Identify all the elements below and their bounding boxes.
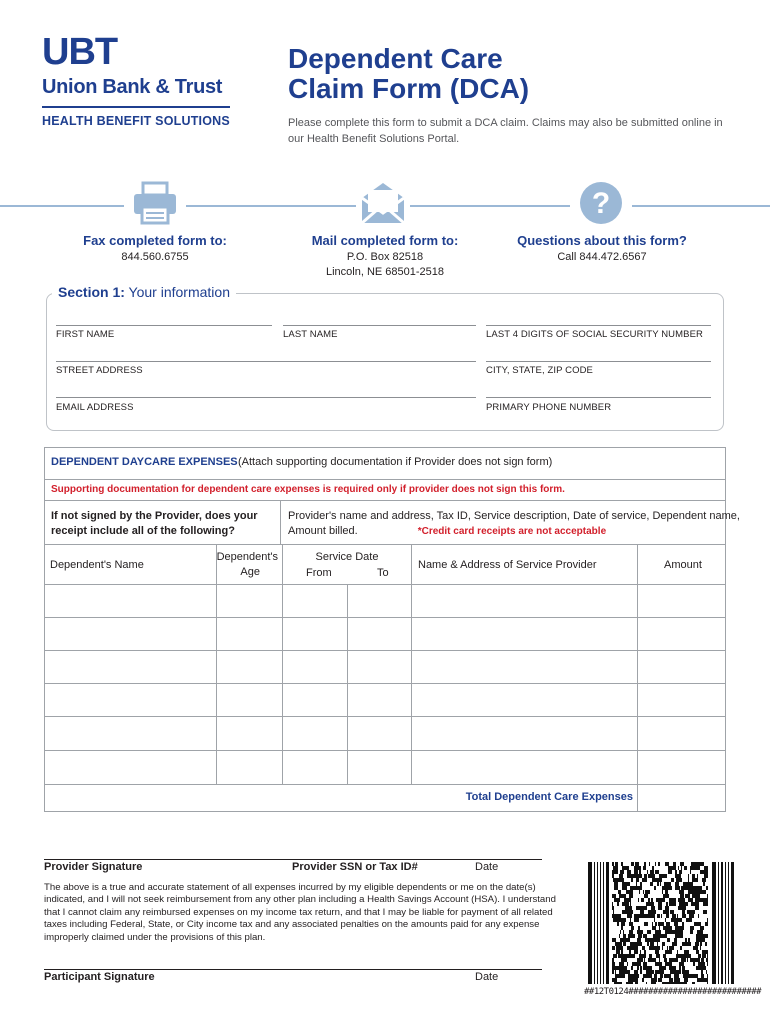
fax-heading: Fax completed form to:	[83, 233, 227, 248]
provider-ssn-label: Provider SSN or Tax ID#	[292, 861, 418, 873]
logo-divider	[42, 106, 230, 108]
table-row[interactable]	[44, 716, 726, 717]
mail-heading: Mail completed form to:	[311, 233, 459, 248]
table-divider	[44, 544, 726, 545]
questions-heading: Questions about this form?	[517, 233, 687, 248]
expenses-heading-note: (Attach supporting documentation if Provider does not sign form)	[238, 456, 553, 468]
col-service-date: Service Date	[315, 551, 379, 563]
mail-address-line2: Lincoln, NE 68501-2518	[325, 266, 445, 278]
printer-icon	[127, 178, 183, 228]
first-name-label: FIRST NAME	[56, 329, 115, 340]
total-expenses-label: Total Dependent Care Expenses	[465, 791, 633, 803]
last-name-label: LAST NAME	[283, 329, 338, 340]
attestation-text: The above is a true and accurate statement of all expenses incurred by my eligible dependents or me on the date(s) indicated, and I will not seek reimbursement from any other plan including a Health Savings Account (HSA). I understand that I cannot claim any reimbursed expenses on my income tax return, and that I may be liable for payment of all related taxes including Federal, State, or City income tax and any associated penalties on the amounts paid for any expense improperly claimed under the provisions of this plan.	[44, 882, 556, 943]
provider-signature-label: Provider Signature	[44, 861, 143, 873]
col-from: From	[306, 567, 332, 579]
mail-address-line1: P.O. Box 82518	[346, 251, 424, 263]
fax-number: 844.560.6755	[121, 251, 189, 263]
email-label: EMAIL ADDRESS	[56, 402, 134, 413]
ssn-label: LAST 4 DIGITS OF SOCIAL SECURITY NUMBER	[486, 329, 703, 340]
table-row[interactable]	[44, 750, 726, 751]
phone-label: PRIMARY PHONE NUMBER	[486, 402, 612, 413]
ssn-field[interactable]	[486, 325, 711, 326]
expenses-table	[44, 447, 726, 812]
form-title-line1: Dependent Care	[288, 43, 503, 74]
street-address-label: STREET ADDRESS	[56, 365, 143, 376]
section1-title-text: Your information	[124, 284, 230, 300]
col-dependent-age-line2: Age	[240, 566, 260, 578]
col-dependent-age-line1: Dependent's	[216, 551, 278, 563]
receipt-question	[51, 509, 258, 539]
section1-title-number: Section 1:	[58, 284, 125, 300]
barcode	[588, 862, 734, 984]
last-name-field[interactable]	[283, 325, 476, 326]
phone-field[interactable]	[486, 397, 711, 398]
table-divider	[280, 500, 281, 544]
intro-text: Please complete this form to submit a DCA claim. Claims may also be submitted online in our Health Benefit Solutions Portal.	[288, 117, 723, 145]
band-line	[632, 205, 770, 207]
receipt-requirements-line2: Amount billed.	[288, 525, 358, 537]
col-dependent-name: Dependent's Name	[50, 559, 144, 571]
col-to: To	[377, 567, 389, 579]
logo-tagline: HEALTH BENEFIT SOLUTIONS	[42, 114, 230, 128]
table-divider	[282, 544, 283, 784]
documentation-warning: Supporting documentation for dependent care expenses is required only if provider does not sign this form.	[51, 484, 565, 495]
col-provider: Name & Address of Service Provider	[418, 559, 597, 571]
table-row[interactable]	[44, 650, 726, 651]
participant-date-label: Date	[475, 971, 499, 983]
table-row[interactable]	[44, 784, 726, 785]
logo-ubt: UBT	[42, 31, 118, 73]
participant-signature-label: Participant Signature	[44, 971, 155, 983]
envelope-icon	[355, 178, 411, 228]
section1-title	[52, 284, 236, 300]
questions-phone: Call 844.472.6567	[557, 251, 647, 263]
form-title	[288, 44, 588, 104]
table-divider	[44, 584, 726, 585]
first-name-field[interactable]	[56, 325, 272, 326]
receipt-requirements	[288, 509, 740, 539]
street-address-field[interactable]	[56, 361, 476, 362]
question-icon	[573, 178, 629, 228]
logo-bank-name: Union Bank & Trust	[42, 76, 223, 98]
table-divider	[44, 500, 726, 501]
col-amount: Amount	[664, 559, 702, 571]
credit-card-note: *Credit card receipts are not acceptable	[417, 526, 607, 537]
email-field[interactable]	[56, 397, 476, 398]
receipt-requirements-line1: Provider's name and address, Tax ID, Service description, Date of service, Dependent name,	[288, 510, 740, 522]
barcode-text: ##12T0124###########################	[584, 987, 762, 997]
provider-date-label: Date	[475, 861, 499, 873]
table-row[interactable]	[44, 617, 726, 618]
table-row[interactable]	[44, 683, 726, 684]
col-dependent-age	[216, 550, 282, 580]
form-title-line2: Claim Form (DCA)	[288, 73, 530, 104]
expenses-heading: DEPENDENT DAYCARE EXPENSES	[51, 456, 238, 468]
city-state-zip-field[interactable]	[486, 361, 711, 362]
svg-text:?: ?	[591, 187, 611, 220]
table-divider	[44, 479, 726, 480]
city-state-zip-label: CITY, STATE, ZIP CODE	[486, 365, 593, 376]
receipt-question-line1: If not signed by the Provider, does your	[51, 510, 258, 522]
table-divider	[216, 544, 217, 784]
band-line	[0, 205, 124, 207]
table-divider	[411, 544, 412, 784]
provider-signature-line[interactable]	[44, 859, 542, 860]
section1-box	[46, 293, 724, 431]
receipt-question-line2: receipt include all of the following?	[51, 525, 235, 537]
band-line	[186, 205, 356, 207]
table-divider	[347, 584, 348, 784]
participant-signature-line[interactable]	[44, 969, 542, 970]
band-line	[410, 205, 570, 207]
